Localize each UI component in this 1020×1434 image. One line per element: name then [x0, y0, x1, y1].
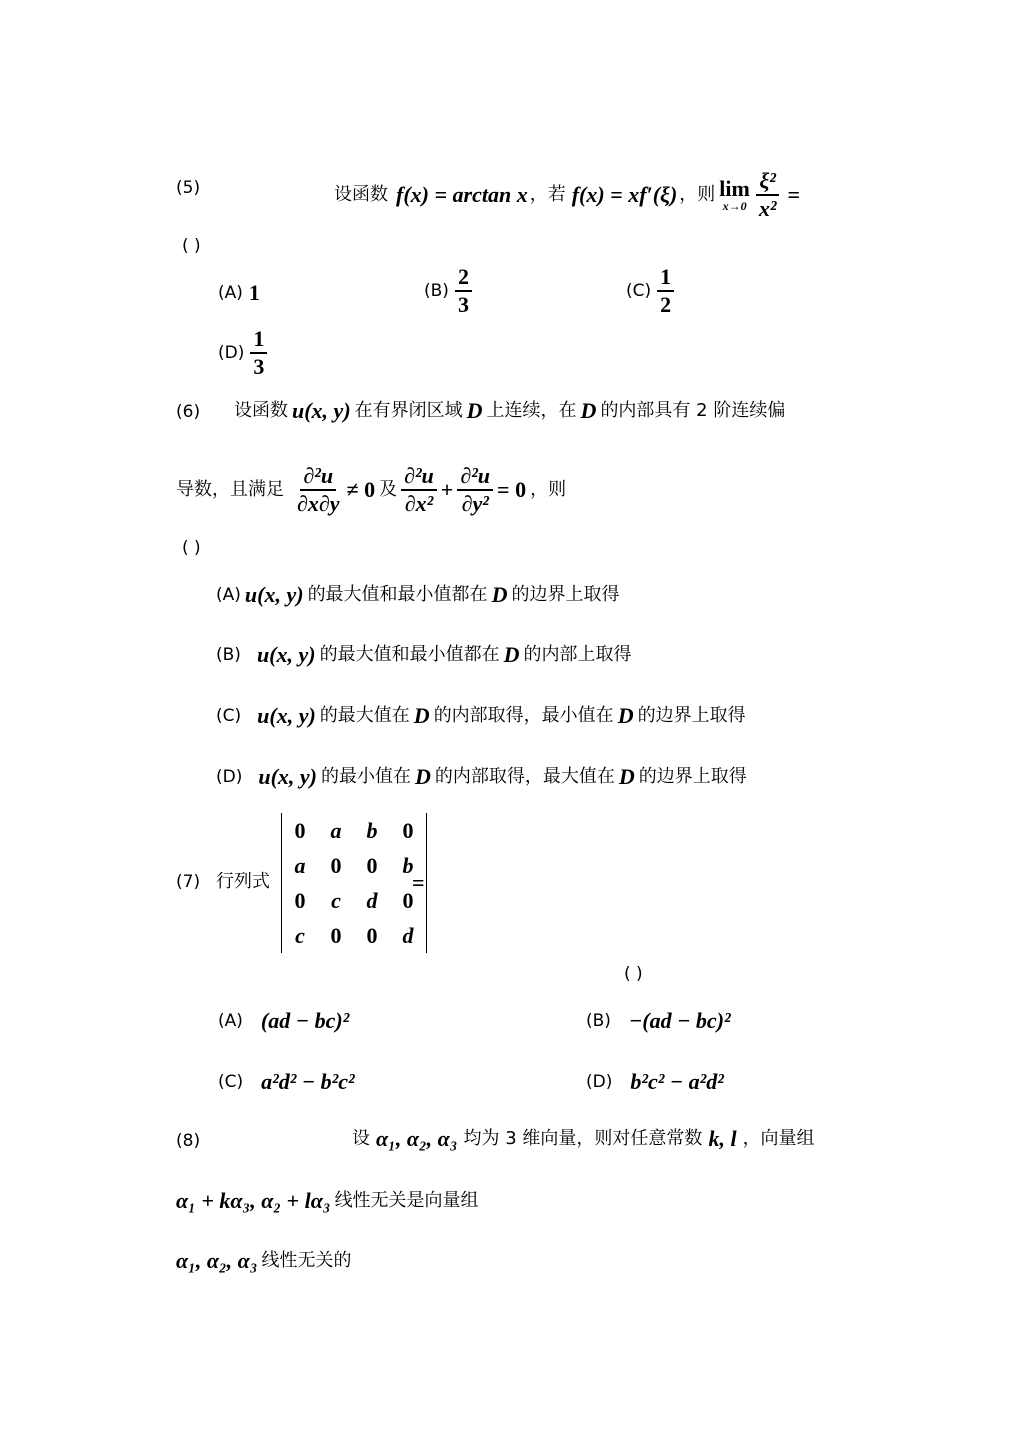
- matrix-cell: 0: [330, 922, 342, 948]
- q8-text-a: 设: [352, 1128, 370, 1149]
- option-text: 的最大值和最小值都在: [319, 644, 500, 665]
- matrix-cell: c: [295, 922, 305, 948]
- q7-blank: ( ): [624, 964, 643, 984]
- q6-option-b: [216, 644, 631, 666]
- q7-option-b: [586, 1010, 731, 1032]
- q6-u: u(x, y): [258, 764, 318, 789]
- q6-yy-partial: [457, 465, 493, 515]
- option-text: 的最大值在: [319, 705, 410, 726]
- option-label: (C): [218, 1071, 244, 1092]
- q8-text-c: ，向量组: [742, 1128, 815, 1149]
- fraction-num: ∂²u: [401, 465, 437, 491]
- option-expr: b²c² − a²d²: [630, 1069, 724, 1094]
- q6-line1-c: 上连续，在: [486, 400, 577, 421]
- q6-line1: [234, 400, 785, 422]
- q5-ratio-num: ξ²: [756, 170, 778, 196]
- q6-option-c: [216, 705, 746, 727]
- matrix-cell: 0: [330, 852, 342, 878]
- option-label: (A): [218, 1010, 243, 1031]
- q6-u: u(x, y): [256, 642, 316, 667]
- q6-line1-d: 的内部具有 2 阶连续偏: [600, 400, 786, 421]
- option-fraction: [657, 266, 674, 316]
- matrix-cell: a: [330, 817, 342, 843]
- option-expr: −(ad − bc)²: [628, 1008, 731, 1033]
- q6-D: D: [618, 764, 635, 789]
- option-label: (C): [626, 280, 652, 301]
- q7-determinant: [281, 813, 427, 953]
- q8-line1: [352, 1128, 815, 1150]
- q6-line1-b: 在有界闭区域: [354, 400, 463, 421]
- matrix-cell: 0: [294, 817, 306, 843]
- q5-option-b: [424, 266, 472, 316]
- q5-limit: [719, 178, 750, 212]
- q5-option-d: [218, 328, 267, 378]
- q5-cond: f(x) = xf′(ξ): [571, 182, 678, 207]
- option-label: (A): [216, 584, 241, 605]
- fraction-den: ∂x∂y: [297, 491, 340, 516]
- fraction-den: 3: [253, 354, 265, 379]
- option-label: (D): [216, 766, 243, 787]
- matrix-cell: 0: [402, 887, 414, 913]
- q6-D: D: [503, 642, 520, 667]
- matrix-cell: b: [402, 852, 414, 878]
- q5-lim-sub: x→0: [722, 199, 747, 213]
- matrix-cell: c: [331, 887, 341, 913]
- matrix-cell: b: [366, 817, 378, 843]
- q6-eq0: = 0: [497, 477, 527, 502]
- option-text: 的最小值在: [321, 766, 412, 787]
- q5-lim: lim: [719, 176, 750, 201]
- option-fraction: [250, 328, 267, 378]
- q6-D: D: [617, 703, 634, 728]
- option-value: 1: [248, 280, 260, 305]
- q7-number: (7): [176, 872, 201, 892]
- q6-D: D: [491, 582, 508, 607]
- fraction-num: 2: [455, 266, 472, 292]
- q6-xx-partial: [401, 465, 437, 515]
- q6-mixed-partial: [294, 465, 343, 515]
- q6-plus: +: [440, 477, 454, 502]
- fraction-den: ∂y²: [461, 491, 489, 516]
- q6-D: D: [413, 703, 430, 728]
- q5-option-a: [218, 282, 260, 304]
- fraction-den: 3: [457, 292, 469, 317]
- q7-option-a: [218, 1010, 349, 1032]
- matrix-cell: 0: [294, 887, 306, 913]
- q6-option-d: [216, 766, 747, 788]
- q5-blank: ( ): [182, 236, 201, 256]
- option-text: 的最大值和最小值都在: [307, 584, 488, 605]
- q8-line2-text: 线性无关是向量组: [334, 1190, 479, 1211]
- option-expr: a²d² − b²c²: [261, 1069, 355, 1094]
- q5-eq: =: [787, 182, 800, 207]
- q5-ratio-den: x²: [758, 196, 777, 221]
- fraction-den: ∂x²: [404, 491, 434, 516]
- q5-f-def: f(x) = arctan x: [396, 182, 528, 207]
- matrix-cell: d: [366, 887, 378, 913]
- option-label: (A): [218, 282, 243, 303]
- fraction-num: ∂²u: [457, 465, 493, 491]
- q6-number: (6): [176, 402, 201, 422]
- q8-line3-text: 线性无关的: [261, 1250, 352, 1271]
- matrix-cell: 0: [402, 817, 414, 843]
- q5-number: (5): [176, 178, 201, 198]
- q8-line2: [176, 1190, 479, 1212]
- fraction-den: 2: [660, 292, 672, 317]
- q6-u: u(x, y): [257, 703, 316, 728]
- q6-blank: ( ): [182, 538, 201, 558]
- q6-neq0: ≠ 0: [346, 477, 376, 502]
- option-label: (B): [216, 644, 241, 665]
- q6-line2-c: ，则: [530, 479, 567, 500]
- q5-text-c: ，则: [679, 184, 716, 205]
- q6-D: D: [466, 398, 483, 423]
- q6-option-a: [216, 584, 619, 606]
- q6-line1-a: 设函数: [234, 400, 288, 421]
- option-tail: 的边界上取得: [637, 705, 746, 726]
- option-tail: 的内部上取得: [523, 644, 632, 665]
- option-label: (D): [218, 342, 245, 363]
- q8-number: (8): [176, 1131, 201, 1151]
- option-label: (B): [586, 1010, 611, 1031]
- option-label: (C): [216, 705, 242, 726]
- q6-D: D: [415, 764, 431, 789]
- fraction-num: 1: [657, 266, 674, 292]
- option-tail: 的边界上取得: [638, 766, 747, 787]
- option-label: (D): [586, 1071, 613, 1092]
- q5-stem: [334, 170, 800, 220]
- q8-consts: k, l: [708, 1126, 737, 1151]
- q6-line2: [176, 458, 566, 522]
- matrix-cell: 0: [366, 852, 378, 878]
- q7-eq: =: [412, 870, 425, 895]
- matrix-cell: 0: [366, 922, 378, 948]
- q5-option-c: [626, 266, 674, 316]
- q8-vecs: α₁, α₂, α₃: [376, 1126, 458, 1151]
- q7-text: 行列式: [216, 871, 270, 892]
- q5-text-b: ，若: [529, 184, 566, 205]
- q5-ratio: [756, 170, 780, 220]
- q7-option-c: [218, 1071, 355, 1093]
- matrix-cell: a: [294, 852, 306, 878]
- fraction-num: 1: [250, 328, 267, 354]
- q8-text-b: 均为 3 维向量，则对任意常数: [463, 1128, 703, 1149]
- q6-line2-a: 导数，且满足: [176, 479, 284, 500]
- option-label: (B): [424, 280, 449, 301]
- q6-u: u(x, y): [292, 398, 351, 423]
- option-mid: 的内部取得，最大值在: [434, 766, 615, 787]
- q5-text-a: 设函数: [334, 184, 388, 205]
- q8-line3-expr: α₁, α₂, α₃: [176, 1248, 258, 1273]
- q8-line3: [176, 1250, 352, 1272]
- matrix-cell: d: [402, 922, 414, 948]
- q7-option-d: [586, 1071, 724, 1093]
- option-fraction: [455, 266, 472, 316]
- q6-u: u(x, y): [244, 582, 304, 607]
- option-tail: 的边界上取得: [511, 584, 620, 605]
- q8-line2-expr: α₁ + kα₃, α₂ + lα₃: [176, 1188, 331, 1213]
- option-mid: 的内部取得，最小值在: [433, 705, 614, 726]
- q6-line2-b: 及: [379, 479, 398, 500]
- fraction-num: ∂²u: [300, 465, 336, 491]
- q6-D: D: [580, 398, 597, 423]
- option-expr: (ad − bc)²: [260, 1008, 350, 1033]
